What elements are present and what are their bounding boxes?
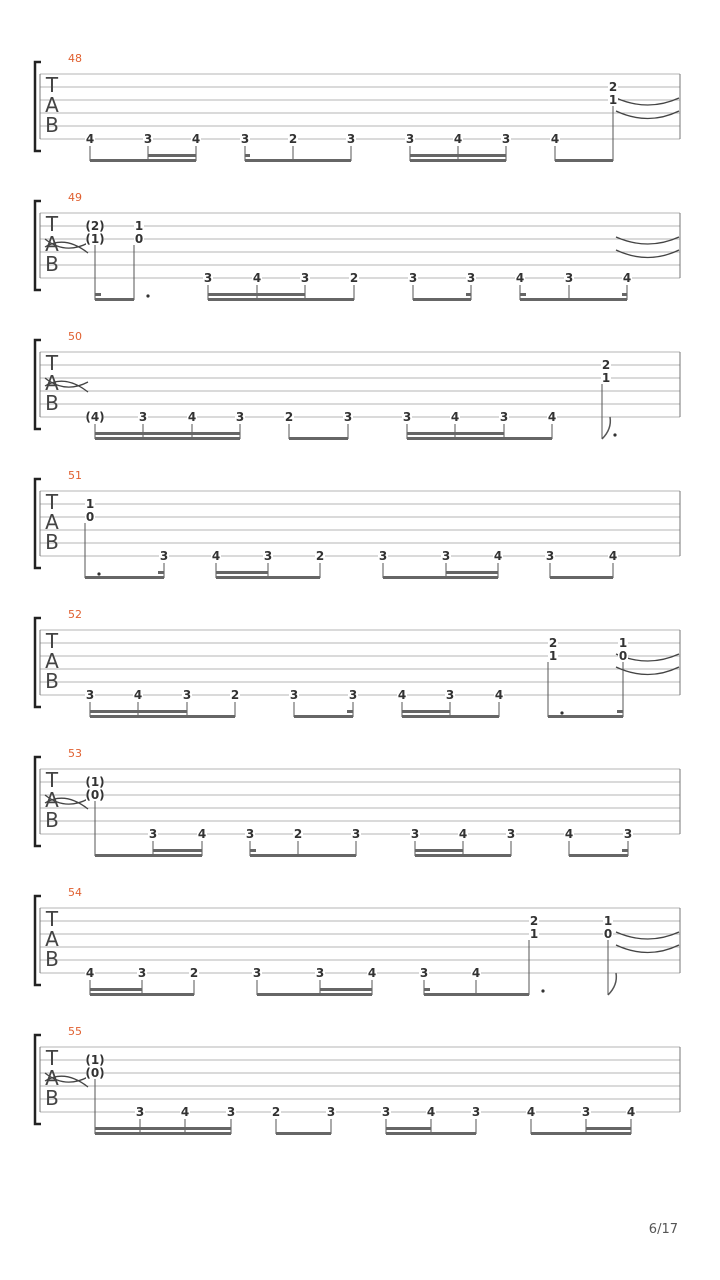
fret-number: 0 bbox=[603, 927, 613, 941]
fret-number: 3 bbox=[289, 688, 299, 702]
fret-number: 3 bbox=[351, 827, 361, 841]
beam bbox=[257, 993, 372, 996]
measure-48 bbox=[35, 52, 680, 162]
beam bbox=[95, 432, 240, 435]
fret-number: 4 bbox=[191, 132, 201, 146]
fret-number: 3 bbox=[343, 410, 353, 424]
beam bbox=[402, 710, 450, 713]
beam bbox=[95, 437, 240, 440]
tab-clef-letter: T bbox=[45, 73, 59, 97]
beam bbox=[617, 710, 623, 713]
beam bbox=[550, 576, 613, 579]
beam bbox=[415, 854, 511, 857]
tab-clef-letter: A bbox=[45, 649, 59, 673]
measure-number: 52 bbox=[68, 608, 82, 621]
fret-number: 2 bbox=[284, 410, 294, 424]
fret-number: 4 bbox=[458, 827, 468, 841]
fret-number: 3 bbox=[148, 827, 158, 841]
fret-number: 3 bbox=[143, 132, 153, 146]
fret-number: 1 bbox=[618, 636, 628, 650]
fret-number: 4 bbox=[426, 1105, 436, 1119]
beam bbox=[555, 159, 613, 162]
beam bbox=[208, 298, 354, 301]
beam bbox=[402, 715, 499, 718]
beam bbox=[410, 154, 506, 157]
fret-number: 4 bbox=[252, 271, 262, 285]
fret-number: 4 bbox=[197, 827, 207, 841]
tab-clef-letter: B bbox=[45, 530, 59, 554]
beam bbox=[216, 576, 320, 579]
fret-number: 2 bbox=[288, 132, 298, 146]
fret-number: 3 bbox=[499, 410, 509, 424]
fret-number: 4 bbox=[547, 410, 557, 424]
fret-number: 3 bbox=[405, 132, 415, 146]
tab-clef-letter: A bbox=[45, 232, 59, 256]
tab-clef-letter: T bbox=[45, 907, 59, 931]
beam bbox=[586, 1127, 631, 1130]
fret-number: 3 bbox=[445, 688, 455, 702]
fret-number: (1) bbox=[85, 775, 105, 789]
fret-number: 3 bbox=[378, 549, 388, 563]
fret-number: 1 bbox=[548, 649, 558, 663]
measure-51 bbox=[35, 469, 680, 579]
beam bbox=[250, 849, 256, 852]
fret-number: 3 bbox=[300, 271, 310, 285]
beam bbox=[85, 576, 164, 579]
fret-number: 4 bbox=[367, 966, 377, 980]
beam bbox=[386, 1127, 431, 1130]
beam bbox=[569, 854, 628, 857]
tab-clef-letter: T bbox=[45, 212, 59, 236]
beam bbox=[466, 293, 471, 296]
fret-number: 4 bbox=[564, 827, 574, 841]
measure-number: 55 bbox=[68, 1025, 82, 1038]
beam bbox=[320, 988, 372, 991]
fret-number: 1 bbox=[608, 93, 618, 107]
tab-clef-letter: B bbox=[45, 252, 59, 276]
beam bbox=[289, 437, 348, 440]
beam bbox=[208, 293, 305, 296]
measure-49 bbox=[35, 191, 680, 301]
beam bbox=[386, 1132, 476, 1135]
flag bbox=[602, 417, 610, 439]
fret-number: 4 bbox=[397, 688, 407, 702]
fret-number: (0) bbox=[85, 788, 105, 802]
tab-clef-letter: A bbox=[45, 510, 59, 534]
tab-clef-letter: T bbox=[45, 629, 59, 653]
fret-number: 4 bbox=[622, 271, 632, 285]
fret-number: 3 bbox=[252, 966, 262, 980]
measure-55 bbox=[35, 1025, 680, 1135]
fret-number: 3 bbox=[419, 966, 429, 980]
fret-number: 3 bbox=[408, 271, 418, 285]
measure-52 bbox=[35, 608, 680, 718]
beam bbox=[95, 1132, 231, 1135]
fret-number: 3 bbox=[245, 827, 255, 841]
tab-clef-letter: A bbox=[45, 788, 59, 812]
measure-number: 48 bbox=[68, 52, 82, 65]
fret-number: 3 bbox=[138, 410, 148, 424]
fret-number: 3 bbox=[564, 271, 574, 285]
beam bbox=[383, 576, 498, 579]
measure-number: 53 bbox=[68, 747, 82, 760]
fret-number: 3 bbox=[545, 549, 555, 563]
fret-number: 3 bbox=[226, 1105, 236, 1119]
tie-out bbox=[616, 98, 679, 105]
fret-number: 4 bbox=[450, 410, 460, 424]
beam bbox=[90, 988, 142, 991]
fret-number: 4 bbox=[453, 132, 463, 146]
fret-number: 3 bbox=[159, 549, 169, 563]
fret-number: 1 bbox=[529, 927, 539, 941]
fret-number: 0 bbox=[618, 649, 628, 663]
beam bbox=[407, 437, 552, 440]
fret-number: 2 bbox=[189, 966, 199, 980]
beam bbox=[153, 849, 202, 852]
fret-number: 4 bbox=[526, 1105, 536, 1119]
fret-number: 4 bbox=[550, 132, 560, 146]
fret-number: 3 bbox=[235, 410, 245, 424]
tab-clef-letter: T bbox=[45, 1046, 59, 1070]
fret-number: 3 bbox=[182, 688, 192, 702]
beam bbox=[276, 1132, 331, 1135]
tab-clef-letter: B bbox=[45, 1086, 59, 1110]
beam bbox=[410, 159, 506, 162]
tab-clef-letter: T bbox=[45, 351, 59, 375]
beam bbox=[95, 1127, 231, 1130]
beam bbox=[407, 432, 504, 435]
beam bbox=[90, 993, 194, 996]
fret-number: 4 bbox=[85, 132, 95, 146]
fret-number: 2 bbox=[271, 1105, 281, 1119]
fret-number: 3 bbox=[410, 827, 420, 841]
measure-number: 54 bbox=[68, 886, 82, 899]
beam bbox=[413, 298, 471, 301]
fret-number: 3 bbox=[381, 1105, 391, 1119]
beam bbox=[446, 571, 498, 574]
fret-number: 4 bbox=[187, 410, 197, 424]
beam bbox=[245, 154, 250, 157]
fret-number: 3 bbox=[263, 549, 273, 563]
fret-number: 1 bbox=[134, 219, 144, 233]
fret-number: 3 bbox=[240, 132, 250, 146]
fret-number: 0 bbox=[134, 232, 144, 246]
tab-clef-letter: B bbox=[45, 391, 59, 415]
fret-number: 3 bbox=[466, 271, 476, 285]
fret-number: 2 bbox=[601, 358, 611, 372]
beam bbox=[548, 715, 623, 718]
fret-number: (1) bbox=[85, 232, 105, 246]
fret-number: 3 bbox=[85, 688, 95, 702]
fret-number: 1 bbox=[85, 497, 95, 511]
fret-number: (2) bbox=[85, 219, 105, 233]
fret-number: 4 bbox=[494, 688, 504, 702]
fret-number: 4 bbox=[515, 271, 525, 285]
beam bbox=[424, 988, 430, 991]
fret-number: 3 bbox=[315, 966, 325, 980]
fret-number: 3 bbox=[441, 549, 451, 563]
fret-number: 2 bbox=[230, 688, 240, 702]
beam bbox=[520, 293, 526, 296]
fret-number: 3 bbox=[623, 827, 633, 841]
fret-number: 4 bbox=[180, 1105, 190, 1119]
augmentation-dot bbox=[613, 433, 616, 436]
tab-clef-letter: B bbox=[45, 113, 59, 137]
beam bbox=[294, 715, 353, 718]
augmentation-dot bbox=[541, 989, 544, 992]
fret-number: 4 bbox=[211, 549, 221, 563]
fret-number: 3 bbox=[346, 132, 356, 146]
tie-out bbox=[616, 667, 679, 675]
augmentation-dot bbox=[97, 572, 100, 575]
fret-number: 1 bbox=[603, 914, 613, 928]
beam bbox=[245, 159, 351, 162]
fret-number: 4 bbox=[471, 966, 481, 980]
fret-number: 3 bbox=[581, 1105, 591, 1119]
beam bbox=[90, 159, 196, 162]
fret-number: 3 bbox=[326, 1105, 336, 1119]
fret-number: 3 bbox=[501, 132, 511, 146]
measure-number: 51 bbox=[68, 469, 82, 482]
beam bbox=[216, 571, 268, 574]
tab-clef-letter: B bbox=[45, 669, 59, 693]
tie-out bbox=[616, 237, 679, 244]
beam bbox=[95, 293, 101, 296]
beam bbox=[90, 715, 235, 718]
fret-number: 3 bbox=[203, 271, 213, 285]
fret-number: 3 bbox=[402, 410, 412, 424]
fret-number: (4) bbox=[85, 410, 105, 424]
fret-number: 3 bbox=[506, 827, 516, 841]
fret-number: (0) bbox=[85, 1066, 105, 1080]
beam bbox=[347, 710, 353, 713]
fret-number: 4 bbox=[493, 549, 503, 563]
beam bbox=[622, 849, 628, 852]
fret-number: 3 bbox=[137, 966, 147, 980]
fret-number: 3 bbox=[135, 1105, 145, 1119]
beam bbox=[531, 1132, 631, 1135]
measure-53 bbox=[35, 747, 680, 857]
measure-54 bbox=[35, 886, 680, 996]
fret-number: 2 bbox=[315, 549, 325, 563]
beam bbox=[424, 993, 529, 996]
fret-number: 4 bbox=[608, 549, 618, 563]
tab-clef-letter: T bbox=[45, 768, 59, 792]
tie-out bbox=[616, 250, 679, 258]
beam bbox=[90, 710, 187, 713]
measure-number: 50 bbox=[68, 330, 82, 343]
measure-number: 49 bbox=[68, 191, 82, 204]
tab-clef-letter: B bbox=[45, 947, 59, 971]
fret-number: 4 bbox=[626, 1105, 636, 1119]
beam bbox=[95, 298, 134, 301]
augmentation-dot bbox=[146, 294, 149, 297]
tie-out bbox=[616, 945, 679, 953]
fret-number: 4 bbox=[85, 966, 95, 980]
fret-number: 4 bbox=[133, 688, 143, 702]
tab-clef-letter: T bbox=[45, 490, 59, 514]
tab-clef-letter: A bbox=[45, 1066, 59, 1090]
tie-out bbox=[616, 932, 679, 939]
fret-number: 2 bbox=[293, 827, 303, 841]
tab-clef-letter: A bbox=[45, 927, 59, 951]
augmentation-dot bbox=[560, 711, 563, 714]
tab-clef-letter: A bbox=[45, 93, 59, 117]
tie-out bbox=[616, 111, 679, 119]
page-number: 6/17 bbox=[648, 1222, 678, 1237]
fret-number: 2 bbox=[608, 80, 618, 94]
fret-number: 2 bbox=[548, 636, 558, 650]
tab-clef-letter: B bbox=[45, 808, 59, 832]
beam bbox=[95, 854, 202, 857]
fret-number: 3 bbox=[471, 1105, 481, 1119]
beam bbox=[415, 849, 463, 852]
beam bbox=[622, 293, 627, 296]
measure-50 bbox=[35, 330, 680, 440]
tab-clef-letter: A bbox=[45, 371, 59, 395]
beam bbox=[250, 854, 356, 857]
fret-number: 3 bbox=[348, 688, 358, 702]
fret-number: 1 bbox=[601, 371, 611, 385]
fret-number: 2 bbox=[349, 271, 359, 285]
beam bbox=[148, 154, 196, 157]
fret-number: 0 bbox=[85, 510, 95, 524]
flag bbox=[608, 973, 616, 995]
beam bbox=[158, 571, 164, 574]
beam bbox=[520, 298, 627, 301]
fret-number: 2 bbox=[529, 914, 539, 928]
fret-number: (1) bbox=[85, 1053, 105, 1067]
